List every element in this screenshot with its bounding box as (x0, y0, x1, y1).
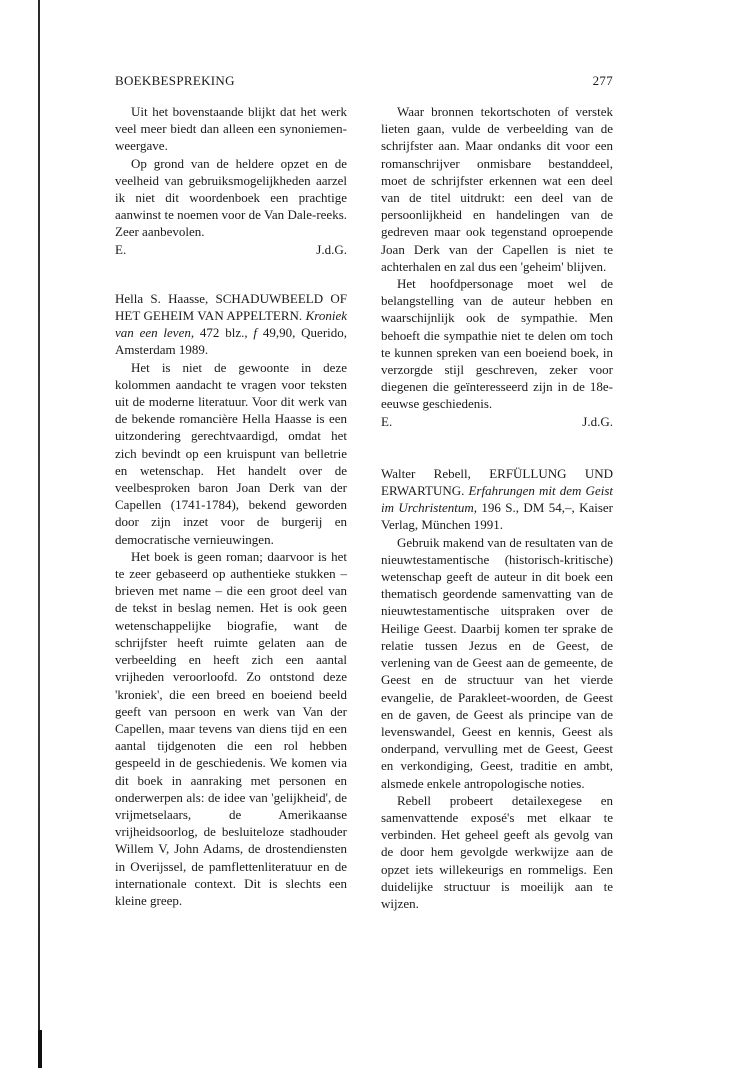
review-header (381, 465, 613, 534)
paragraph: Gebruik makend van de resultaten van de nieuwtestamentische (historisch-kritische) wetenschap geeft de auteur in dit boek een thematisch geordende samenvatting van de nieuwtestamentische uitspraken over de Heilige Geest. Daarbij komen ter sprake de relatie tussen Jezus en de Geest, de verlening van de Geest aan de gemeente, de Geest en de structuur van het vierde evangelie, de Parakleet-woorden, de Geest en de gaven, de Geest als principe van de levenswandel, Geest en kennis, Geest als onderpand, vervulling met de Geest, Geest en verkondiging, Geest, traditie en ambt, alsmede enkele antropologische noties. (381, 534, 613, 791)
review-author-title: Hella S. Haasse, SCHADUWBEELD OF HET GEHEIM VAN APPELTERN. (115, 290, 347, 324)
paragraph: Rebell probeert detailexegese en samenvattende exposé's met elkaar te verbinden. Het geheel geeft als gevolg van de door hem gevolgde werkwijze aan de opzet iets willekeurigs en rommeligs. Een duidelijke structuur is moeilijk aan te wijzen. (381, 792, 613, 911)
page-number: 277 (592, 73, 613, 88)
scan-binding-edge-bottom (38, 1030, 42, 1068)
review-author-title: Walter Rebell, ERFÜLLUNG UND ERWARTUNG. (381, 465, 613, 499)
paragraph: Uit het bovenstaande blijkt dat het werk veel meer biedt dan alleen een synoniemen-weergave. (115, 104, 347, 154)
paragraph: Het hoofdpersonage moet wel de belangstelling van de auteur hebben en waarschijnlijk ook de sympathie. Men behoeft die sympathie niet te delen om toch te kunnen spreken van een boeiend boek, in verzorgde stijl geschreven, zeker voor diegenen die geïnteresseerd zijn in de 18e-eeuwse geschiedenis. (381, 276, 613, 412)
paragraph: Op grond van de heldere opzet en de veelheid van gebruiksmogelijkheden aarzel ik niet dit woordenboek een prachtige aanwinst te noemen voor de Van Dale-reeks. Zeer aanbevolen. (115, 155, 347, 240)
running-head-title: BOEKBESPREKING (115, 73, 235, 88)
left-column (115, 103, 347, 909)
running-head (115, 73, 613, 89)
review-header (115, 290, 347, 359)
signature-initial: E. (115, 241, 127, 257)
review-currency: f (253, 325, 258, 341)
paragraph: Het boek is geen roman; daarvoor is het te zeer gebaseerd op authentieke stukken – brieven met name – die een groot deel van de tekst in beslag nemen. Het is ook geen wetenschappelijke biografie, want de schrijfster heeft ruimte gelaten aan de verbeelding en heeft zich een aantal vrijheden veroorloofd. Zo ontstond deze 'kroniek', die een breed en boeiend beeld geeft van persoon en werk van Van der Capellen, maar tevens van diens tijd en een aantal tijdgenoten die een rol hebben gespeeld in de geschiedenis. We komen via dit boek in aanraking met personen en onderwerpen als: de idee van 'gelijkheid', de vrijmetselaars, de Amerikaanse vrijheidsoorlog, de besluiteloze stadhouder Willem V, John Adams, de drostendiensten in Overijssel, de pamflettenliteratuur en de internationale context. Dit is slechts een kleine greep. (115, 548, 347, 908)
signature-initial: E. (381, 413, 393, 429)
review-pages: 472 blz., (199, 325, 248, 341)
right-column (381, 103, 613, 912)
scan-binding-edge (38, 0, 40, 1068)
paragraph: Waar bronnen tekortschoten of verstek lieten gaan, vulde de verbeelding van de schrijfster aan. Maar ondanks dit voor een romanschrijver onmisbare bestanddeel, moet de schrijfster erkennen wat een deel van de titel uitdrukt: een deel van de persoonlijkheid en handelingen van de gedreven maar ook tegenstand oproepende Joan Derk van der Capellen is niet te achterhalen en zal dus een 'geheim' blijven. (381, 104, 613, 274)
review-publication: 196 S., DM 54,–, Kaiser Verlag, München 1991. (381, 500, 614, 533)
signature-reviewer: J.d.G. (582, 413, 613, 429)
signature-reviewer: J.d.G. (316, 241, 347, 257)
review-signature (115, 241, 347, 258)
review-signature (381, 413, 613, 430)
review-subtitle: Kroniek van een leven, (115, 308, 347, 341)
review-publication: 49,90, Querido, Amsterdam 1989. (115, 325, 348, 358)
review-subtitle: Erfahrungen mit dem Geist im Urchristentum, (381, 483, 613, 516)
paragraph: Het is niet de gewoonte in deze kolommen aandacht te vragen voor teksten uit de moderne literatuur. Voor dit werk van de bekende romancière Hella Haasse is een uitzondering gerechtvaardigd, omdat het zich bevindt op een kruispunt van belletrie en wetenschap. Het handelt over de veelbesproken baron Joan Derk van der Capellen (1741-1784), bekend geworden door zijn inzet voor de burgerij en democratische vernieuwingen. (115, 359, 347, 547)
